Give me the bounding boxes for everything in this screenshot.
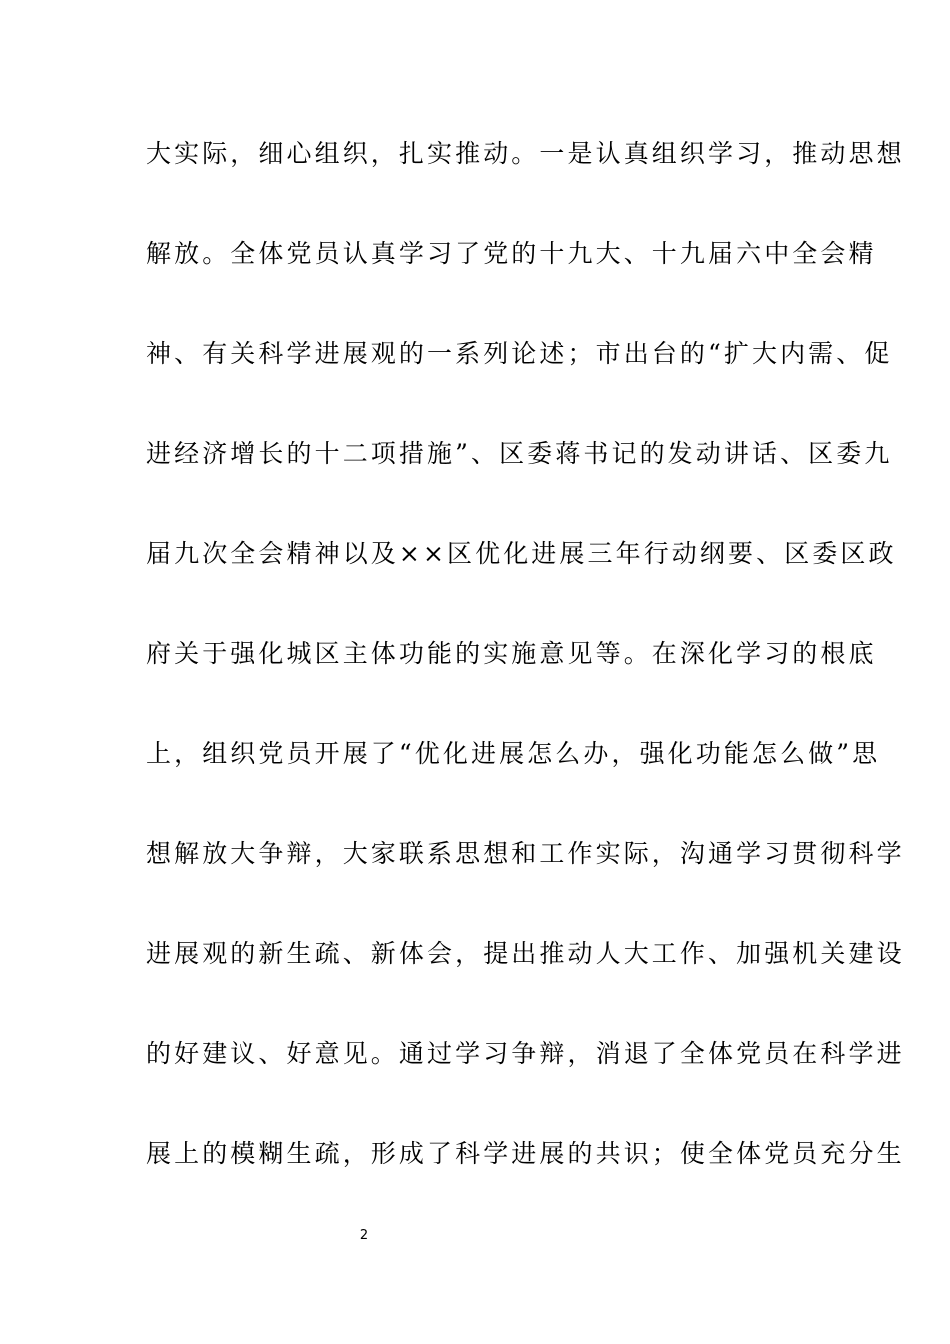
- text-line: 的好建议、好意见。通过学习争辩，消退了全体党员在科学进: [146, 1039, 905, 1068]
- text-line: 展上的模糊生疏，形成了科学进展的共识；使全体党员充分生: [146, 1139, 905, 1168]
- text-line: 神、有关科学进展观的一系列论述；市出台的“扩大内需、促: [146, 339, 893, 368]
- text-line: 大实际，细心组织，扎实推动。一是认真组织学习，推动思想: [146, 139, 905, 168]
- page-number: 2: [359, 1228, 369, 1243]
- text-line: 进展观的新生疏、新体会，提出推动人大工作、加强机关建设: [146, 939, 905, 968]
- text-line: 进经济增长的十二项措施”、区委蒋书记的发动讲话、区委九: [146, 439, 893, 468]
- text-line: 届九次全会精神以及××区优化进展三年行动纲要、区委区政: [146, 539, 897, 568]
- text-line: 上，组织党员开展了“优化进展怎么办，强化功能怎么做”思: [146, 739, 881, 768]
- text-line: 解放。全体党员认真学习了党的十九大、十九届六中全会精: [146, 239, 877, 268]
- text-line: 府关于强化城区主体功能的实施意见等。在深化学习的根底: [146, 639, 877, 668]
- text-line: 想解放大争辩，大家联系思想和工作实际，沟通学习贯彻科学: [146, 839, 905, 868]
